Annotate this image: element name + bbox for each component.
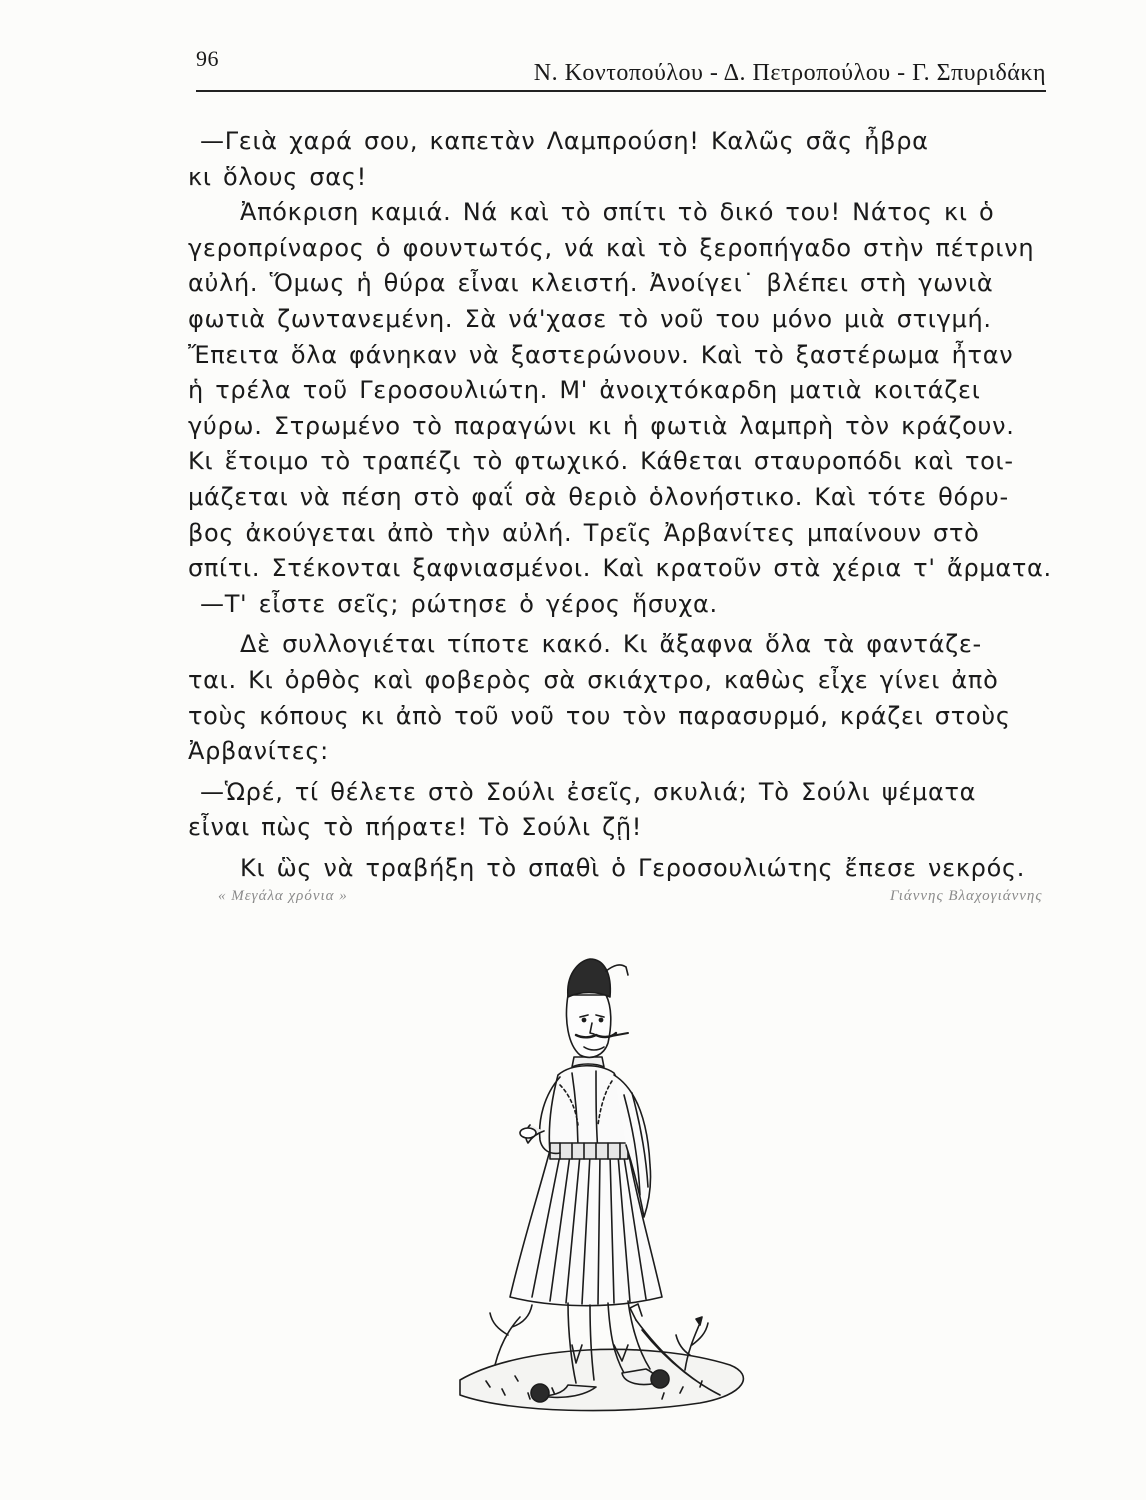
text-line: ἡ τρέλα τοῦ Γεροσουλιώτη. Μ' ἀνοιχτόκαρδη ματιὰ κοιτάζει — [188, 376, 981, 405]
text-line: γύρω. Στρωμένο τὸ παραγώνι κι ἡ φωτιὰ λαμπρὴ τὸν κράζουν. — [188, 411, 1015, 440]
text-line: γεροπρίναρος ὁ φουντωτός, νά καὶ τὸ ξεροπήγαδο στὴν πέτρινη — [188, 233, 1035, 262]
text-line: φωτιὰ ζωντανεμένη. Σὰ νά'χασε τὸ νοῦ του μόνο μιὰ στιγμή. — [188, 304, 992, 333]
header-rule — [196, 90, 1046, 92]
text-line: εἶναι πὼς τὸ πήρατε! Τὸ Σούλι ζῇ! — [188, 813, 643, 842]
story-text — [188, 124, 1068, 886]
text-line: ται. Κι ὀρθὸς καὶ φοβερὸς σὰ σκιάχτρο, καθὼς εἶχε γίνει ἀπὸ — [188, 665, 999, 694]
text-line: Ἀρβανίτες: — [188, 737, 329, 766]
text-line: κι ὅλους σας! — [188, 162, 367, 191]
author-citation: Γιάννης Βλαχογιάννης — [890, 888, 1043, 904]
page-number: 96 — [196, 46, 219, 71]
text-line: μάζεται νὰ πέση στὸ φαΐ σὰ θεριὸ ὁλονήστικο. Καὶ τότε θόρυ- — [188, 482, 1009, 511]
page-header — [196, 42, 1046, 92]
text-line: βος ἀκούγεται ἀπὸ τὴν αὐλή. Τρεῖς Ἀρβανίτες μπαίνουν στὸ — [188, 518, 980, 547]
running-head: Ν. Κοντοπούλου - Δ. Πετροπούλου - Γ. Σπυριδάκη — [533, 60, 1046, 86]
text-line: —Ὡρέ, τί θέλετε στὸ Σούλι ἐσεῖς, σκυλιά; Τὸ Σούλι ψέματα — [200, 777, 977, 806]
text-line: —Τ' εἶστε σεῖς; ρώτησε ὁ γέρος ἥσυχα. — [200, 589, 718, 618]
text-line: Κι ἕτοιμο τὸ τραπέζι τὸ φτωχικό. Κάθεται σταυροπόδι καὶ τοι- — [188, 447, 1014, 476]
text-line: Κι ὣς νὰ τραβήξη τὸ σπαθὶ ὁ Γεροσουλιώτης ἔπεσε νεκρός. — [240, 853, 1026, 882]
source-citation: « Μεγάλα χρόνια » — [218, 888, 348, 904]
text-line: αὐλή. Ὅμως ἡ θύρα εἶναι κλειστή. Ἀνοίγει˙ βλέπει στὴ γωνιὰ — [188, 269, 994, 298]
text-line: —Γειὰ χαρά σου, καπετὰν Λαμπρούση! Καλῶς σᾶς ἦβρα — [200, 127, 929, 155]
text-line: Δὲ συλλογιέται τίποτε κακό. Κι ἄξαφνα ὅλα τὰ φαντάζε- — [240, 630, 982, 659]
text-line: Ἀπόκριση καμιά. Νά καὶ τὸ σπίτι τὸ δικό του! Νάτος κι ὁ — [240, 198, 995, 227]
text-line: τοὺς κόπους κι ἀπὸ τοῦ νοῦ του τὸν παρασυρμό, κράζει στοὺς — [188, 701, 1011, 730]
text-line: σπίτι. Στέκονται ξαφνιασμένοι. Καὶ κρατοῦν στὰ χέρια τ' ἄρματα. — [188, 554, 1052, 583]
souliot-warrior-illustration — [400, 925, 800, 1430]
text-line: Ἔπειτα ὅλα φάνηκαν νὰ ξαστερώνουν. Καὶ τὸ ξαστέρωμα ἦταν — [188, 340, 1014, 369]
